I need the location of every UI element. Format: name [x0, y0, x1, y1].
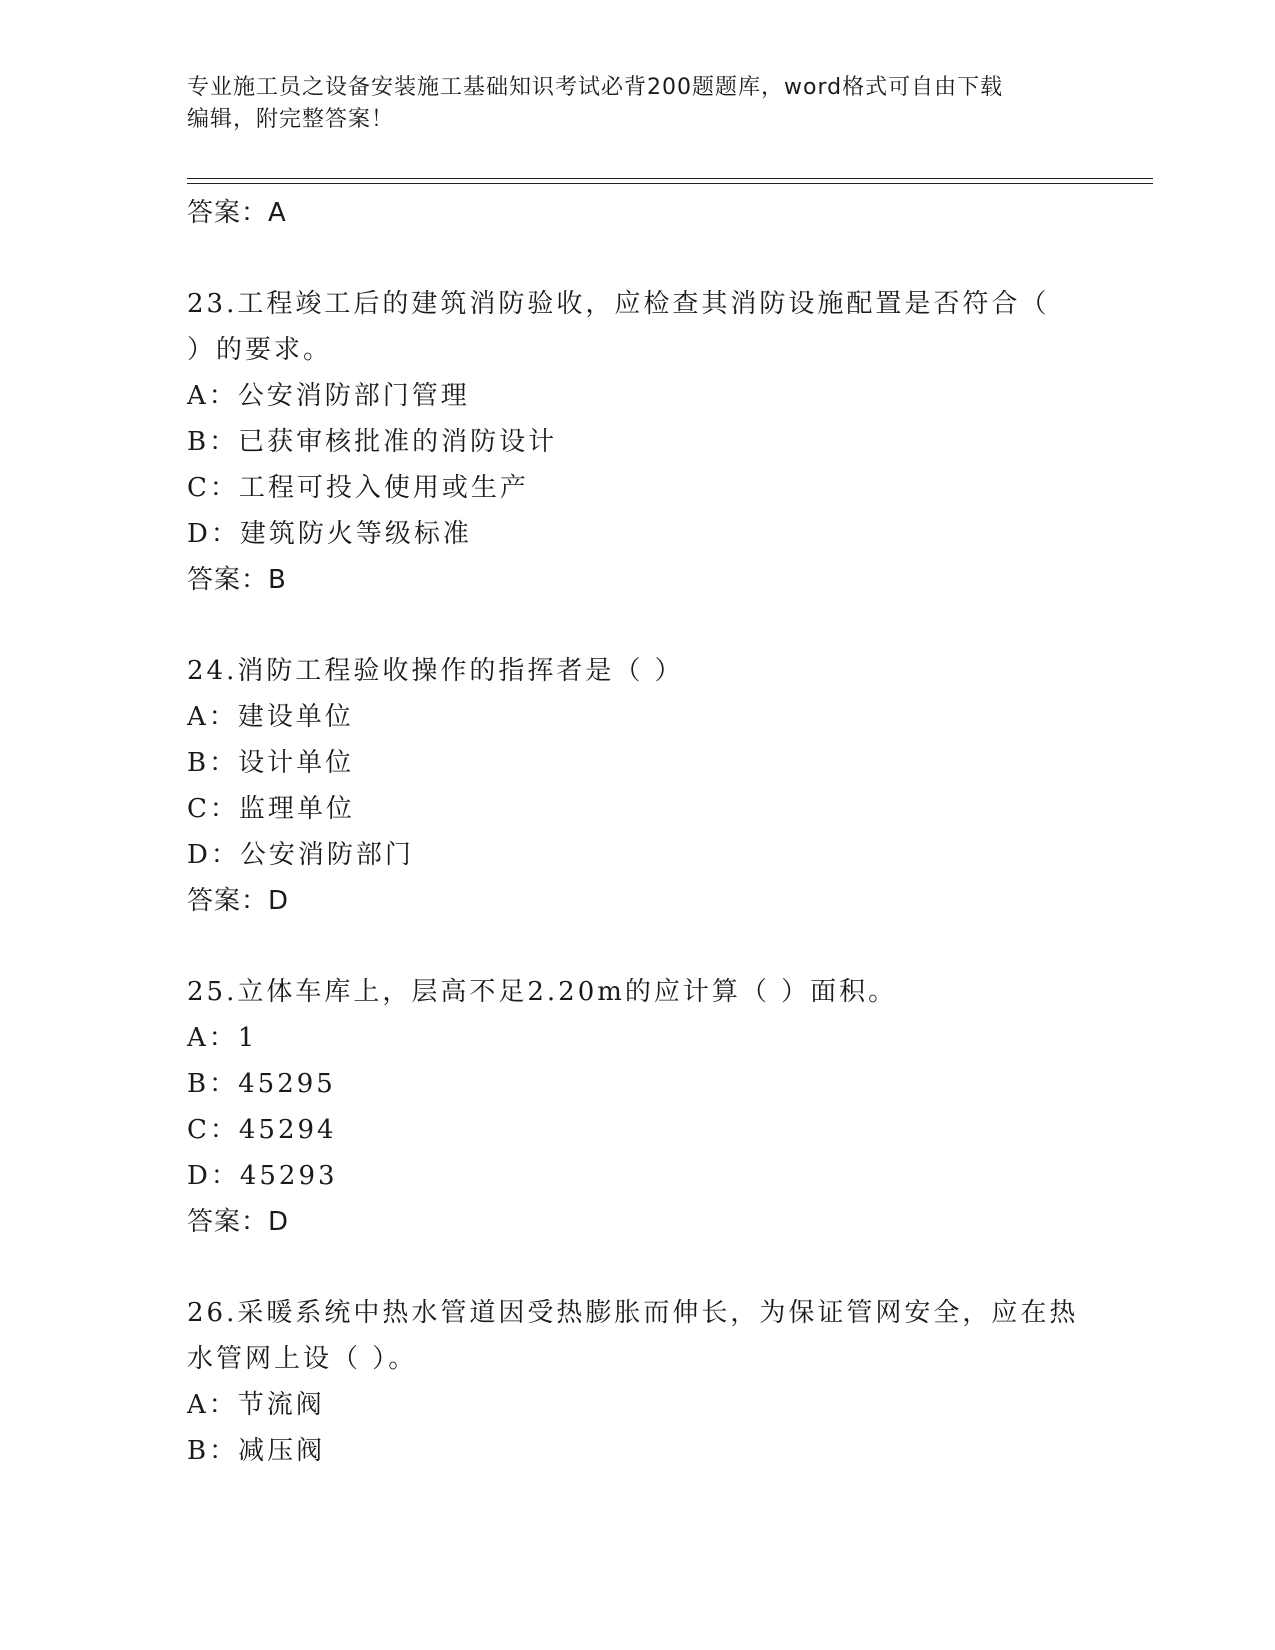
header-divider-top — [187, 178, 1153, 179]
question-stem: 26.采暖系统中热水管道因受热膨胀而伸长，为保证管网安全，应在热 — [187, 1298, 1079, 1328]
question-stem: 24.消防工程验收操作的指挥者是（ ） — [187, 656, 684, 686]
header-line-1: 专业施工员之设备安装施工基础知识考试必背200题题库，word格式可自由下载 — [187, 75, 1004, 100]
option-b: B：设计单位 — [187, 748, 355, 778]
option-a: A：公安消防部门管理 — [187, 381, 470, 411]
option-b: B：45295 — [187, 1069, 336, 1099]
question-block — [187, 281, 1087, 603]
question-stem: 25.立体车库上，层高不足2.20m的应计算（ ）面积。 — [187, 977, 898, 1007]
option-a: A：节流阀 — [187, 1390, 325, 1420]
option-c: C：监理单位 — [187, 794, 355, 824]
option-c: C：45294 — [187, 1115, 337, 1145]
option-d: D：建筑防火等级标准 — [187, 519, 472, 549]
header-divider-bottom — [187, 183, 1153, 184]
option-d: D：45293 — [187, 1161, 338, 1191]
answer-line: 答案：D — [187, 1207, 290, 1237]
option-a: A：1 — [187, 1023, 258, 1053]
header-line-2: 编辑，附完整答案！ — [187, 107, 395, 132]
question-block — [187, 1290, 1087, 1474]
option-d: D：公安消防部门 — [187, 840, 414, 870]
question-block — [187, 969, 1087, 1245]
question-stem: ）的要求。 — [187, 335, 333, 365]
option-a: A：建设单位 — [187, 702, 354, 732]
option-c: C：工程可投入使用或生产 — [187, 473, 529, 503]
answer-line: 答案：D — [187, 886, 290, 916]
question-list — [187, 190, 1087, 1474]
option-b: B：减压阀 — [187, 1436, 326, 1466]
question-block — [187, 648, 1087, 924]
question-stem: 23.工程竣工后的建筑消防验收，应检查其消防设施配置是否符合（ — [187, 289, 1050, 319]
answer-line: 答案：B — [187, 565, 287, 595]
option-b: B：已获审核批准的消防设计 — [187, 427, 558, 457]
question-stem: 水管网上设（ ）。 — [187, 1344, 418, 1374]
document-header — [187, 72, 1087, 136]
answer-line: 答案：A — [187, 198, 287, 228]
